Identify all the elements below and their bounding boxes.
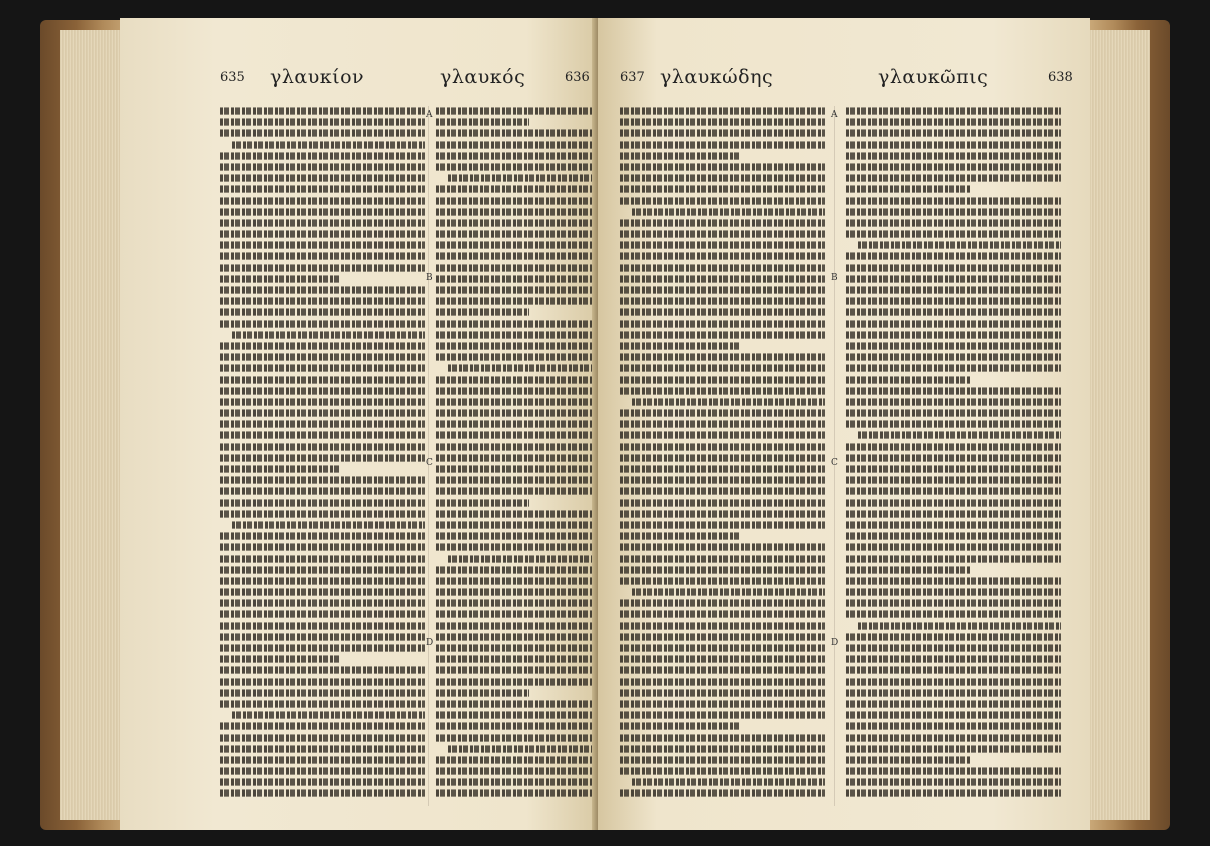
text-line (846, 499, 1061, 506)
text-line (620, 376, 825, 383)
text-line (620, 521, 825, 528)
page-number: 638 (1048, 70, 1073, 85)
text-line (220, 756, 425, 763)
text-line (620, 275, 825, 282)
text-line (846, 197, 1061, 204)
text-line (436, 734, 596, 741)
text-line (436, 779, 596, 786)
text-line (436, 656, 596, 663)
margin-letter: C (831, 458, 838, 468)
text-line (220, 566, 425, 573)
text-line (220, 354, 425, 361)
text-line (436, 611, 596, 618)
text-line (220, 488, 425, 495)
text-line (620, 700, 825, 707)
margin-letter: A (831, 110, 838, 120)
text-line (846, 566, 971, 573)
text-line (846, 700, 1061, 707)
text-line (436, 219, 596, 226)
text-line (436, 141, 596, 148)
text-line (220, 644, 425, 651)
text-line (220, 175, 425, 182)
text-line (436, 286, 596, 293)
text-line (620, 577, 825, 584)
text-line (232, 712, 425, 719)
text-line (448, 175, 596, 182)
text-line (620, 644, 825, 651)
text-line (846, 734, 1061, 741)
text-line (632, 589, 825, 596)
page-number: 637 (620, 70, 645, 85)
text-line (846, 320, 1061, 327)
running-head: γλαυκῶπις (878, 66, 989, 88)
text-line (620, 432, 825, 439)
text-line (220, 231, 425, 238)
text-line (220, 119, 425, 126)
text-line (846, 611, 1061, 618)
text-line (220, 163, 425, 170)
text-line (846, 141, 1061, 148)
text-line (846, 387, 1061, 394)
text-line (632, 398, 825, 405)
text-line (620, 141, 825, 148)
text-line (220, 130, 425, 137)
text-line (436, 163, 596, 170)
text-line (436, 264, 596, 271)
text-line (846, 275, 1061, 282)
text-line (620, 186, 825, 193)
text-line (220, 264, 425, 271)
left-page (120, 18, 598, 830)
text-line (220, 219, 425, 226)
text-line (436, 533, 596, 540)
text-line (846, 544, 1061, 551)
text-line (620, 152, 739, 159)
text-line (846, 510, 1061, 517)
text-line (620, 734, 825, 741)
text-line (220, 275, 339, 282)
text-line (220, 689, 425, 696)
text-line (620, 566, 825, 573)
text-line (846, 342, 1061, 349)
text-line (436, 566, 596, 573)
text-line (846, 219, 1061, 226)
text-line (846, 689, 1061, 696)
text-line (220, 656, 339, 663)
text-line (220, 410, 425, 417)
text-line (436, 186, 596, 193)
text-line (846, 477, 1061, 484)
text-line (232, 331, 425, 338)
text-line (436, 298, 596, 305)
text-line (220, 342, 425, 349)
margin-letter: B (426, 273, 433, 283)
margin-letter: D (426, 638, 434, 648)
text-line (620, 163, 825, 170)
text-line (220, 152, 425, 159)
text-line (846, 633, 1061, 640)
text-line (436, 242, 596, 249)
text-line (846, 577, 1061, 584)
text-line (220, 320, 425, 327)
text-line (620, 286, 825, 293)
text-line (220, 387, 425, 394)
text-line (220, 768, 425, 775)
text-line (620, 130, 825, 137)
text-line (620, 242, 825, 249)
text-line (620, 264, 825, 271)
text-line (620, 533, 739, 540)
text-line (620, 107, 825, 114)
text-line (436, 477, 596, 484)
text-line (232, 521, 425, 528)
text-line (220, 432, 425, 439)
text-line (220, 667, 425, 674)
text-line (620, 790, 825, 797)
text-line (846, 756, 971, 763)
text-line (846, 454, 1061, 461)
text-line (846, 398, 1061, 405)
text-line (620, 633, 825, 640)
text-line (220, 723, 425, 730)
text-line (436, 342, 596, 349)
text-line (846, 533, 1061, 540)
text-line (846, 421, 1061, 428)
text-line (436, 432, 596, 439)
text-line (620, 689, 825, 696)
text-line (846, 656, 1061, 663)
text-line (436, 320, 596, 327)
text-line (436, 521, 596, 528)
text-line (220, 186, 425, 193)
text-line (220, 242, 425, 249)
margin-letter: C (426, 458, 433, 468)
text-line (846, 443, 1061, 450)
text-line (620, 410, 825, 417)
text-line (436, 119, 529, 126)
text-line (220, 286, 425, 293)
text-line (620, 712, 825, 719)
text-line (448, 745, 596, 752)
text-line (220, 633, 425, 640)
text-line (620, 331, 825, 338)
text-line (220, 107, 425, 114)
text-line (632, 208, 825, 215)
text-line (220, 678, 425, 685)
text-line (436, 465, 596, 472)
page-number: 636 (565, 70, 590, 85)
text-line (620, 622, 825, 629)
text-line (436, 376, 596, 383)
text-line (436, 309, 529, 316)
text-line (620, 768, 825, 775)
text-line (846, 410, 1061, 417)
text-line (436, 633, 596, 640)
text-line (620, 454, 825, 461)
text-line (620, 667, 825, 674)
text-line (220, 477, 425, 484)
page-edges-right (1090, 30, 1150, 820)
running-head: γλαυκός (440, 66, 526, 88)
text-line (220, 208, 425, 215)
text-column (436, 106, 596, 806)
text-line (436, 253, 596, 260)
text-line (620, 320, 825, 327)
text-line (620, 443, 825, 450)
text-line (846, 152, 1061, 159)
text-line (620, 231, 825, 238)
text-line (846, 365, 1061, 372)
margin-letter: D (831, 638, 839, 648)
running-head: γλαυκώδης (660, 66, 774, 88)
text-line (436, 231, 596, 238)
text-line (620, 756, 825, 763)
text-line (436, 667, 596, 674)
text-line (436, 577, 596, 584)
text-line (620, 298, 825, 305)
text-line (846, 589, 1061, 596)
text-line (436, 130, 596, 137)
text-line (220, 398, 425, 405)
text-line (620, 611, 825, 618)
text-line (436, 208, 596, 215)
text-line (620, 354, 825, 361)
text-line (620, 387, 825, 394)
text-line (220, 622, 425, 629)
text-line (620, 510, 825, 517)
text-line (846, 644, 1061, 651)
text-line (220, 421, 425, 428)
text-line (436, 756, 596, 763)
text-line (620, 119, 825, 126)
text-line (436, 454, 596, 461)
page-number: 635 (220, 70, 245, 85)
text-line (220, 555, 425, 562)
text-line (846, 790, 1061, 797)
text-line (436, 723, 596, 730)
text-line (620, 477, 825, 484)
text-line (846, 488, 1061, 495)
text-line (620, 219, 825, 226)
text-line (846, 163, 1061, 170)
text-line (846, 667, 1061, 674)
text-line (846, 723, 1061, 730)
text-line (436, 600, 596, 607)
right-page (598, 18, 1090, 830)
text-line (620, 656, 825, 663)
text-line (220, 577, 425, 584)
column-divider (428, 106, 429, 806)
text-line (220, 533, 425, 540)
margin-letter: A (426, 110, 433, 120)
text-line (436, 354, 596, 361)
text-line (220, 309, 425, 316)
text-column (220, 106, 425, 806)
text-line (436, 152, 596, 159)
text-line (846, 555, 1061, 562)
text-line (436, 644, 596, 651)
text-line (620, 253, 825, 260)
text-line (620, 488, 825, 495)
text-line (846, 298, 1061, 305)
text-line (436, 107, 596, 114)
text-line (448, 365, 596, 372)
text-line (846, 465, 1061, 472)
text-line (632, 779, 825, 786)
text-line (436, 510, 596, 517)
text-line (220, 734, 425, 741)
text-line (846, 231, 1061, 238)
text-line (846, 107, 1061, 114)
text-line (620, 555, 825, 562)
text-line (846, 600, 1061, 607)
text-line (846, 331, 1061, 338)
text-line (846, 712, 1061, 719)
text-line (846, 678, 1061, 685)
text-line (436, 700, 596, 707)
text-line (220, 745, 425, 752)
text-line (436, 398, 596, 405)
text-line (846, 354, 1061, 361)
text-line (220, 454, 425, 461)
text-line (436, 275, 596, 282)
right-page-header (598, 66, 1090, 94)
text-line (436, 488, 596, 495)
text-line (436, 443, 596, 450)
text-line (220, 779, 425, 786)
text-line (620, 600, 825, 607)
text-line (220, 499, 425, 506)
text-line (220, 510, 425, 517)
text-line (620, 342, 739, 349)
text-line (620, 544, 825, 551)
text-line (436, 768, 596, 775)
text-line (620, 465, 825, 472)
text-column (846, 106, 1061, 806)
text-line (620, 175, 825, 182)
text-line (220, 700, 425, 707)
text-line (220, 544, 425, 551)
text-line (436, 331, 596, 338)
text-line (620, 365, 825, 372)
text-line (846, 779, 1061, 786)
text-line (846, 119, 1061, 126)
margin-letter: B (831, 273, 838, 283)
text-line (846, 186, 971, 193)
text-line (846, 745, 1061, 752)
text-line (436, 410, 596, 417)
text-line (220, 443, 425, 450)
text-line (620, 421, 825, 428)
text-line (846, 130, 1061, 137)
text-line (220, 197, 425, 204)
text-line (846, 253, 1061, 260)
column-divider (834, 106, 835, 806)
text-line (220, 298, 425, 305)
text-line (846, 286, 1061, 293)
text-line (220, 365, 425, 372)
text-line (846, 521, 1061, 528)
text-line (620, 678, 825, 685)
text-line (436, 197, 596, 204)
text-line (620, 197, 825, 204)
text-line (846, 208, 1061, 215)
text-line (858, 622, 1061, 629)
text-line (448, 555, 596, 562)
text-line (436, 421, 596, 428)
text-line (858, 432, 1061, 439)
text-line (436, 387, 596, 394)
text-line (220, 790, 425, 797)
text-line (220, 465, 339, 472)
running-head: γλαυκίον (270, 66, 365, 88)
text-line (436, 790, 596, 797)
text-line (436, 678, 596, 685)
text-line (220, 589, 425, 596)
text-line (620, 745, 825, 752)
text-line (846, 175, 1061, 182)
text-line (620, 309, 825, 316)
text-line (620, 723, 739, 730)
text-line (436, 544, 596, 551)
text-line (220, 376, 425, 383)
text-line (846, 376, 971, 383)
text-line (220, 253, 425, 260)
text-line (436, 499, 529, 506)
text-line (620, 499, 825, 506)
text-line (436, 689, 529, 696)
text-line (436, 712, 596, 719)
text-line (220, 611, 425, 618)
text-line (858, 242, 1061, 249)
text-line (436, 622, 596, 629)
text-line (846, 264, 1061, 271)
text-line (436, 589, 596, 596)
text-line (846, 309, 1061, 316)
text-line (232, 141, 425, 148)
text-line (846, 768, 1061, 775)
text-column (620, 106, 825, 806)
left-page-header (120, 66, 598, 94)
text-line (220, 600, 425, 607)
